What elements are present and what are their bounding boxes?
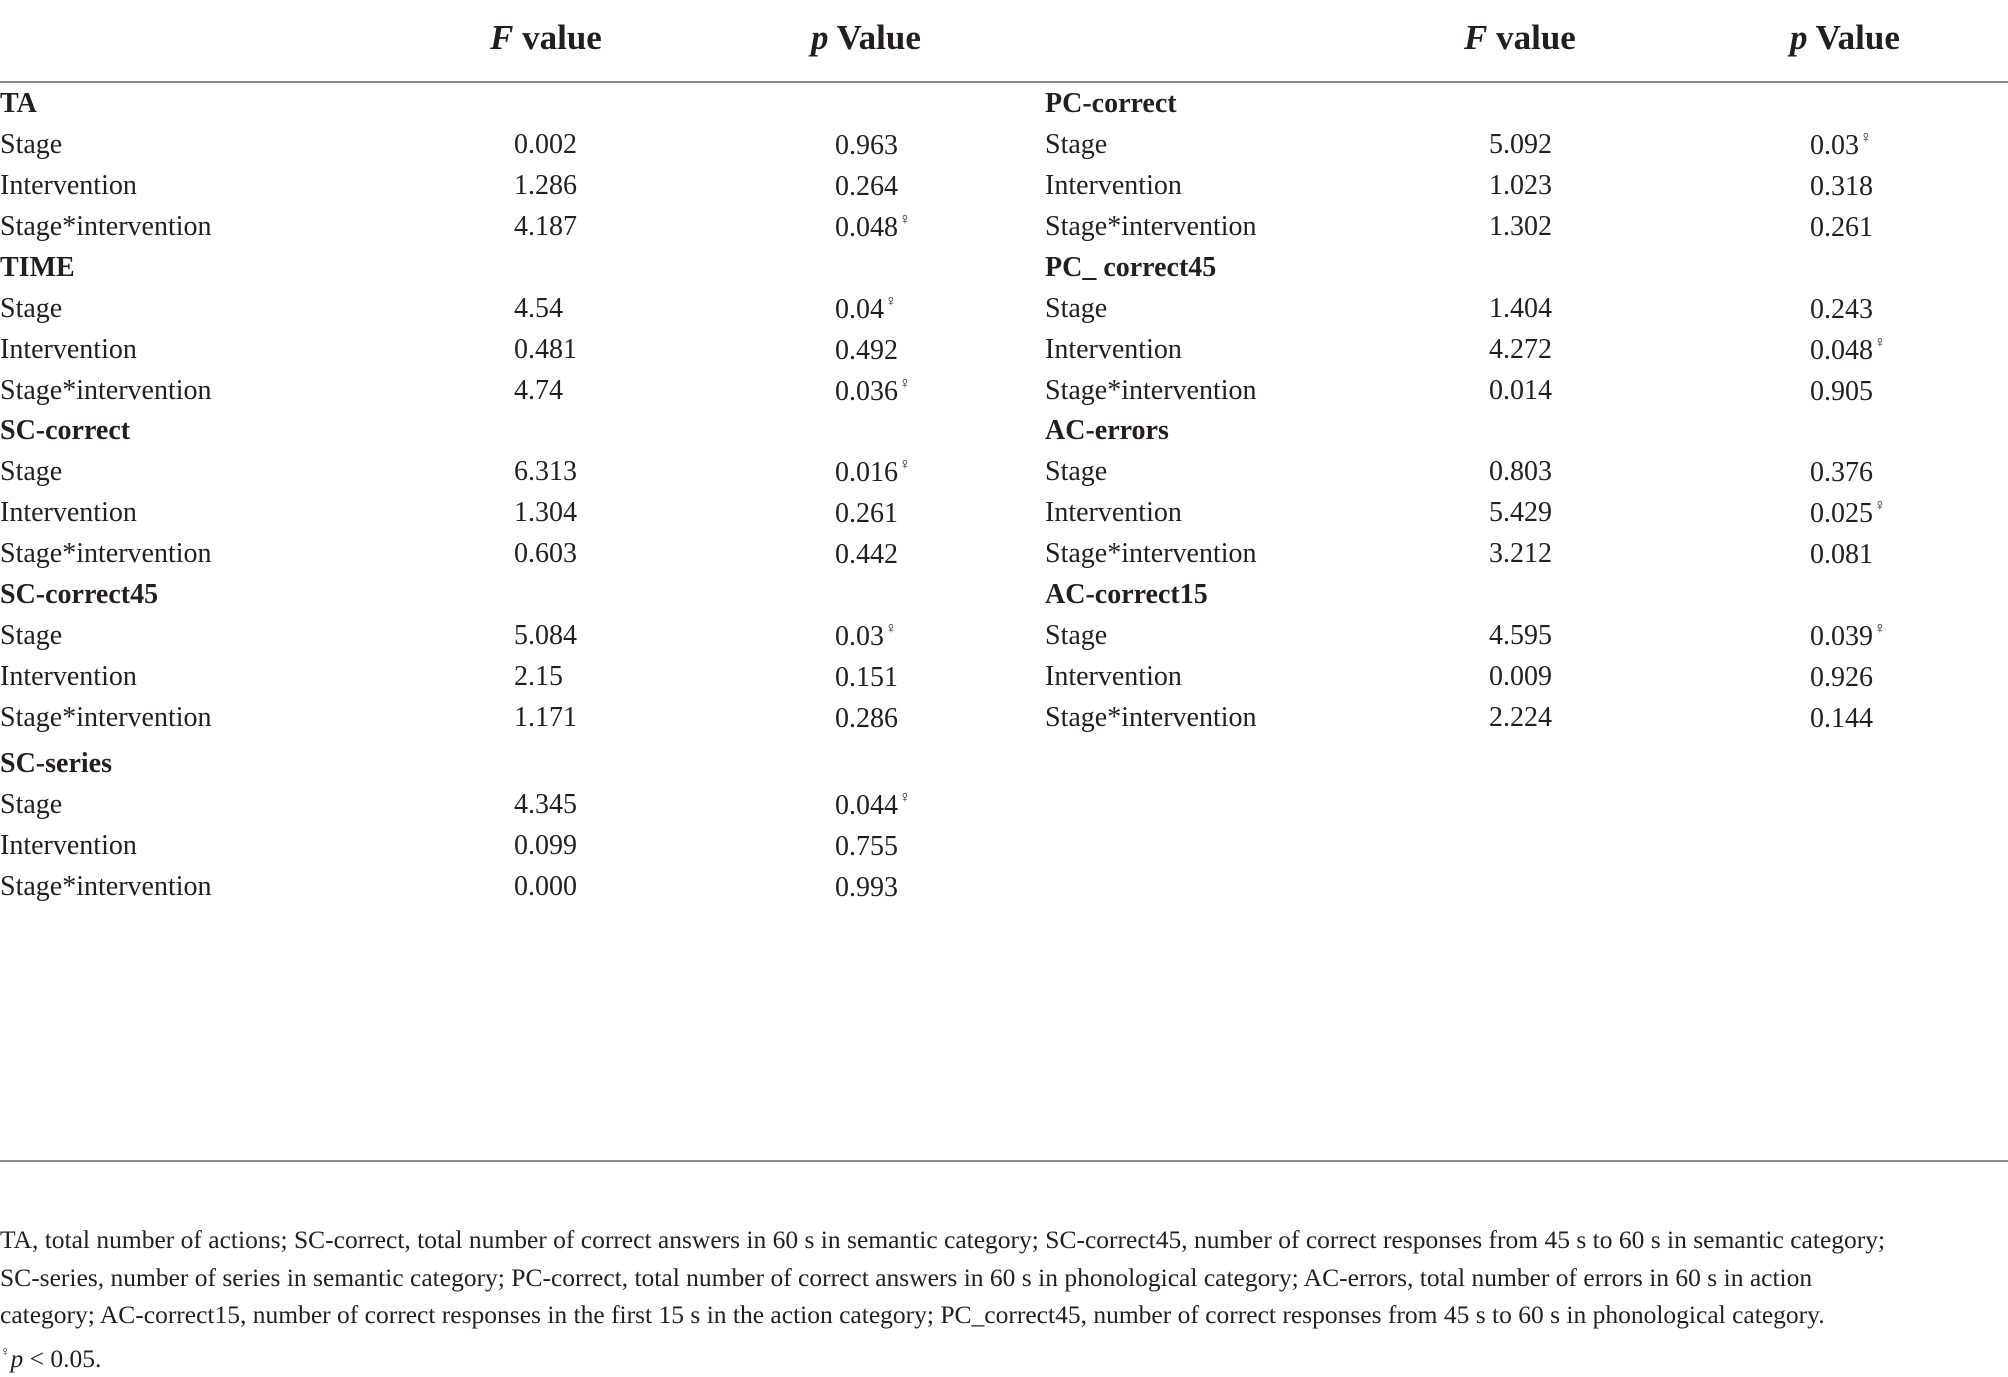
p-value-cell [835,702,899,735]
f-value-cell: 4.54 [514,293,563,325]
group-title: AC-errors [1045,415,1169,447]
p-value-cell [1810,129,1872,162]
row-label: Stage*intervention [1045,375,1257,407]
p-value: 0.048 [1810,335,1873,366]
header-f-value-right: F value [1464,18,1576,58]
p-value-cell [835,375,911,408]
row-label: Stage*intervention [1045,211,1257,243]
group-title: TA [0,88,37,120]
row-label: Intervention [1045,497,1182,529]
row-label: Stage*intervention [0,871,212,903]
table-bottom-rule [0,1160,2008,1162]
row-label: Stage [1045,620,1107,652]
f-value-cell: 1.404 [1489,293,1552,325]
f-value-cell: 0.014 [1489,375,1552,407]
row-label: Stage [0,293,62,325]
footnote-p-symbol: p [11,1344,24,1373]
p-value-cell [835,293,897,326]
p-value-cell [1810,661,1874,694]
header-f-value-left: F value [490,18,602,58]
f-value-cell: 4.272 [1489,334,1552,366]
table-top-rule [0,81,2008,83]
f-value-cell: 5.084 [514,620,577,652]
group-title: TIME [0,252,75,284]
p-value: 0.755 [835,831,898,862]
p-value-cell [1810,620,1886,653]
row-label: Intervention [0,334,137,366]
p-value-cell [1810,375,1874,408]
p-value: 0.025 [1810,498,1873,529]
row-label: Intervention [1045,334,1182,366]
significance-marker: ♀ [899,375,911,392]
f-value-cell: 4.595 [1489,620,1552,652]
f-value-cell: 0.803 [1489,456,1552,488]
row-label: Stage*intervention [0,702,212,734]
p-value: 0.926 [1810,662,1873,693]
f-value-cell: 2.224 [1489,702,1552,734]
p-value: 0.144 [1810,703,1873,734]
p-value: 0.039 [1810,621,1873,652]
row-label: Stage [0,456,62,488]
p-value-cell [1810,211,1874,244]
header-p-value-left: p Value [811,18,921,58]
p-value: 0.286 [835,703,898,734]
footnote-line: category; AC-correct15, number of correct responses in the first 15 s in the action category; PC_correct45, number of correct responses from 45 s to 60 s in phonological category. [0,1296,2000,1334]
p-value-cell [835,620,897,653]
f-value-cell: 5.429 [1489,497,1552,529]
p-value: 0.261 [835,498,898,529]
group-title: SC-correct [0,415,130,447]
f-value-cell: 3.212 [1489,538,1552,570]
significance-marker: ♀ [1874,620,1886,637]
p-value-cell [835,211,911,244]
f-value-cell: 1.286 [514,170,577,202]
row-label: Intervention [0,497,137,529]
p-value-cell [1810,293,1874,326]
significance-marker: ♀ [1860,129,1872,146]
p-value: 0.492 [835,335,898,366]
table-footnote [0,1221,2000,1377]
footnote-threshold: < 0.05. [23,1344,101,1373]
p-value-cell [835,871,899,904]
f-value-cell: 0.009 [1489,661,1552,693]
p-value: 0.03 [1810,130,1859,161]
p-value-cell [1810,170,1874,203]
significance-marker: ♀ [899,211,911,228]
row-label: Stage [0,620,62,652]
f-value-cell: 1.023 [1489,170,1552,202]
row-label: Intervention [0,170,137,202]
f-value-cell: 4.345 [514,789,577,821]
p-value: 0.048 [835,212,898,243]
p-value: 0.03 [835,621,884,652]
p-value: 0.151 [835,662,898,693]
row-label: Stage*intervention [0,538,212,570]
p-value: 0.963 [835,130,898,161]
significance-marker: ♀ [1874,497,1886,514]
f-value-cell: 0.099 [514,830,577,862]
group-title: SC-correct45 [0,579,158,611]
p-value-cell [1810,497,1886,530]
significance-marker: ♀ [0,1345,11,1360]
f-value-cell: 0.000 [514,871,577,903]
row-label: Stage [1045,293,1107,325]
p-value: 0.04 [835,294,884,325]
significance-marker: ♀ [899,456,911,473]
p-value-cell [835,661,899,694]
f-value-cell: 0.481 [514,334,577,366]
footnote-line: TA, total number of actions; SC-correct, total number of correct answers in 60 s in semantic category; SC-correct45, number of correct responses from 45 s to 60 s in semantic category; [0,1221,2000,1259]
row-label: Stage*intervention [1045,538,1257,570]
row-label: Stage [0,129,62,161]
significance-marker: ♀ [1874,334,1886,351]
p-value-cell [835,456,911,489]
f-value-cell: 6.313 [514,456,577,488]
p-value: 0.376 [1810,457,1873,488]
f-value-cell: 5.092 [1489,129,1552,161]
row-label: Intervention [1045,170,1182,202]
group-title: AC-correct15 [1045,579,1208,611]
p-value: 0.044 [835,790,898,821]
p-value-cell [835,789,911,822]
significance-marker: ♀ [899,789,911,806]
row-label: Stage [1045,456,1107,488]
significance-marker: ♀ [885,620,897,637]
group-title: PC-correct [1045,88,1177,120]
f-value-cell: 4.187 [514,211,577,243]
p-value: 0.318 [1810,171,1873,202]
p-value: 0.081 [1810,539,1873,570]
p-value: 0.261 [1810,212,1873,243]
row-label: Stage*intervention [0,211,212,243]
p-value-cell [1810,702,1874,735]
p-value: 0.016 [835,457,898,488]
f-value-cell: 0.603 [514,538,577,570]
group-title: PC_ correct45 [1045,252,1216,284]
footnote-significance [0,1334,2000,1377]
f-value-cell: 1.171 [514,702,577,734]
p-value: 0.243 [1810,294,1873,325]
row-label: Stage [0,789,62,821]
row-label: Stage*intervention [1045,702,1257,734]
group-title: SC-series [0,748,112,780]
row-label: Stage [1045,129,1107,161]
p-value: 0.905 [1810,376,1873,407]
header-p-value-right: p Value [1790,18,1900,58]
p-value-cell [835,497,899,530]
significance-marker: ♀ [885,293,897,310]
row-label: Intervention [1045,661,1182,693]
f-value-cell: 1.304 [514,497,577,529]
f-value-cell: 0.002 [514,129,577,161]
p-value: 0.442 [835,539,898,570]
f-value-cell: 2.15 [514,661,563,693]
p-value-cell [835,129,899,162]
p-value-cell [835,538,899,571]
p-value-cell [835,170,899,203]
p-value: 0.264 [835,171,898,202]
p-value-cell [835,334,899,367]
f-value-cell: 1.302 [1489,211,1552,243]
p-value-cell [1810,538,1874,571]
p-value-cell [1810,334,1886,367]
p-value-cell [1810,456,1874,489]
p-value: 0.993 [835,872,898,903]
footnote-line: SC-series, number of series in semantic category; PC-correct, total number of correct answers in 60 s in phonological category; AC-errors, total number of errors in 60 s in action [0,1259,2000,1297]
f-value-cell: 4.74 [514,375,563,407]
row-label: Intervention [0,830,137,862]
row-label: Stage*intervention [0,375,212,407]
p-value: 0.036 [835,376,898,407]
row-label: Intervention [0,661,137,693]
p-value-cell [835,830,899,863]
